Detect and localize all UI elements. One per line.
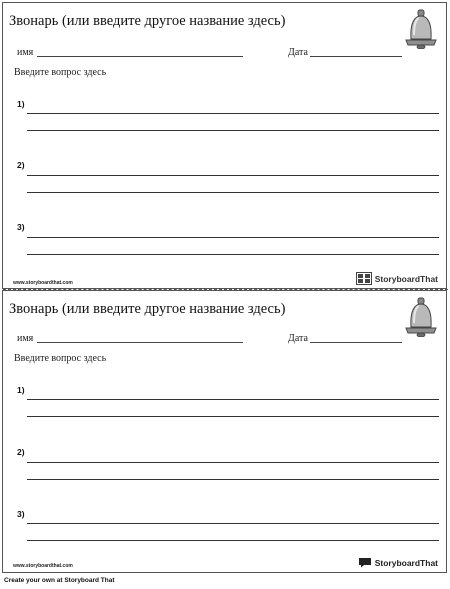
answer-line[interactable]	[27, 237, 439, 238]
question-number-3: 3)	[17, 509, 25, 519]
footer-url: www.storyboardthat.com	[13, 563, 73, 569]
brand-name: StoryboardThat	[374, 273, 438, 284]
name-field[interactable]	[37, 56, 243, 57]
answer-line[interactable]	[27, 113, 439, 114]
storyboardthat-logo-icon	[356, 272, 372, 285]
answer-line[interactable]	[27, 254, 439, 255]
answer-line[interactable]	[27, 416, 439, 417]
question-number-3: 3)	[17, 222, 25, 232]
answer-line[interactable]	[27, 540, 439, 541]
question-number-2: 2)	[17, 160, 25, 170]
brand-logo	[358, 557, 438, 568]
answer-line[interactable]	[27, 479, 439, 480]
date-label: Дата	[288, 333, 308, 344]
date-field[interactable]	[310, 342, 402, 343]
answer-line[interactable]	[27, 399, 439, 400]
bell-icon	[404, 297, 438, 337]
question-number-1: 1)	[17, 385, 25, 395]
worksheet-title: Звонарь (или введите другое название здесь)	[9, 301, 286, 317]
worksheet-top	[2, 2, 447, 289]
name-field[interactable]	[37, 342, 243, 343]
storyboardthat-logo-icon	[358, 557, 372, 568]
date-label: Дата	[288, 47, 308, 58]
name-label: имя	[17, 47, 34, 58]
name-label: имя	[17, 333, 34, 344]
question-number-2: 2)	[17, 447, 25, 457]
brand-name: StoryboardThat	[374, 557, 438, 568]
date-field[interactable]	[310, 56, 402, 57]
answer-line[interactable]	[27, 523, 439, 524]
answer-line[interactable]	[27, 130, 439, 131]
answer-line[interactable]	[27, 462, 439, 463]
bell-icon	[404, 9, 438, 49]
question-prompt: Введите вопрос здесь	[14, 67, 107, 78]
footer-url: www.storyboardthat.com	[13, 280, 73, 286]
page-credit: Create your own at Storyboard That	[4, 577, 115, 584]
worksheet-bottom	[2, 290, 447, 573]
brand-logo	[356, 272, 438, 285]
worksheet-title: Звонарь (или введите другое название здесь)	[9, 13, 286, 29]
question-prompt: Введите вопрос здесь	[14, 353, 107, 364]
question-number-1: 1)	[17, 99, 25, 109]
answer-line[interactable]	[27, 192, 439, 193]
answer-line[interactable]	[27, 175, 439, 176]
